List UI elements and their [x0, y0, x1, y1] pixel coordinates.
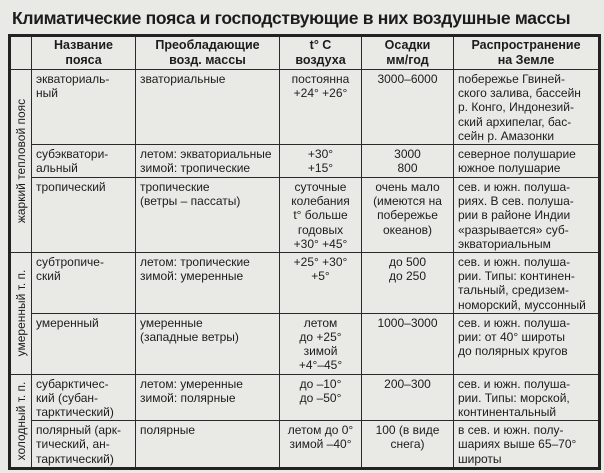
cell-precip: до 500 до 250 [362, 253, 454, 314]
cell-temp: суточные колебания t° больше годовых +30° +45° [280, 178, 362, 253]
header-distribution: Распространение на Земле [454, 36, 600, 70]
cell-distribution: побережье Гвиней- ского залива, бассейн р. Конго, Индонезий- ский архипелаг, бас- сейн р. Амазонки [454, 70, 600, 145]
header-name: Название пояса [32, 36, 136, 70]
cell-masses: полярные [136, 421, 280, 469]
cell-precip: 1000–3000 [362, 313, 454, 374]
cell-masses: тропические (ветры – пассаты) [136, 178, 280, 253]
cell-temp: летом до 0° зимой –40° [280, 421, 362, 469]
cell-temp: летом до +25° зимой +4°–45° [280, 313, 362, 374]
cell-precip: 3000 800 [362, 145, 454, 178]
header-group [10, 36, 32, 70]
table-row [10, 178, 600, 253]
header-masses: Преобладающие возд. массы [136, 36, 280, 70]
table-row [10, 421, 600, 469]
cell-masses: летом: умеренные зимой: полярные [136, 374, 280, 421]
cell-name: тропический [32, 178, 136, 253]
cell-temp: +25° +30° +5° [280, 253, 362, 314]
table-row [10, 313, 600, 374]
cell-distribution: сев. и южн. полуша- риях. В сев. полуша- рии в районе Индии «разрывается» суб- экваториальным [454, 178, 600, 253]
cell-temp: постоянна +24° +26° [280, 70, 362, 145]
cell-precip: 200–300 [362, 374, 454, 421]
cell-masses: летом: экваториальные зимой: тропические [136, 145, 280, 178]
cell-masses: зваториальные [136, 70, 280, 145]
cell-masses: умеренные (западные ветры) [136, 313, 280, 374]
group-label: жаркий тепловой пояс [13, 98, 28, 224]
cell-name: полярный (арк- тический, ан- тарктический) [32, 421, 136, 469]
cell-precip: очень мало (имеются на побережье океанов) [362, 178, 454, 253]
cell-name: субтропиче- ский [32, 253, 136, 314]
group-label: умеренный т. п. [13, 269, 28, 357]
table-row [10, 145, 600, 178]
table-row [10, 70, 600, 145]
cell-name: экваториаль- ный [32, 70, 136, 145]
cell-name: субэкватори- альный [32, 145, 136, 178]
cell-precip: 100 (в виде снега) [362, 421, 454, 469]
cell-name: умеренный [32, 313, 136, 374]
cell-masses: летом: тропические зимой: умеренные [136, 253, 280, 314]
group-cold [10, 374, 32, 469]
cell-precip: 3000–6000 [362, 70, 454, 145]
table-row [10, 253, 600, 314]
header-row [10, 36, 600, 70]
cell-name: субарктичес- кий (субан- тарктический) [32, 374, 136, 421]
cell-distribution: сев. и южн. полуша- рии. Типы: морской, континентальный [454, 374, 600, 421]
cell-temp: +30° +15° [280, 145, 362, 178]
page-title: Климатические пояса и господствующие в них воздушные массы [12, 8, 571, 28]
cell-distribution: в сев. и южн. полу- шариях выше 65–70° широты [454, 421, 600, 469]
cell-distribution: сев. и южн. полуша- рии: от 40° широты до полярных кругов [454, 313, 600, 374]
table-row [10, 374, 600, 421]
group-hot [10, 70, 32, 253]
group-label: холодный т. п. [13, 381, 28, 461]
header-precip: Осадки мм/год [362, 36, 454, 70]
cell-distribution: северное полушарие южное полушарие [454, 145, 600, 178]
cell-distribution: сев. и южн. полуша- рии. Типы: континен- тальный, средизем- номорский, муссонный [454, 253, 600, 314]
climate-table [8, 34, 601, 470]
group-temperate [10, 253, 32, 375]
header-temp: t° С воздуха [280, 36, 362, 70]
cell-temp: до –10° до –50° [280, 374, 362, 421]
